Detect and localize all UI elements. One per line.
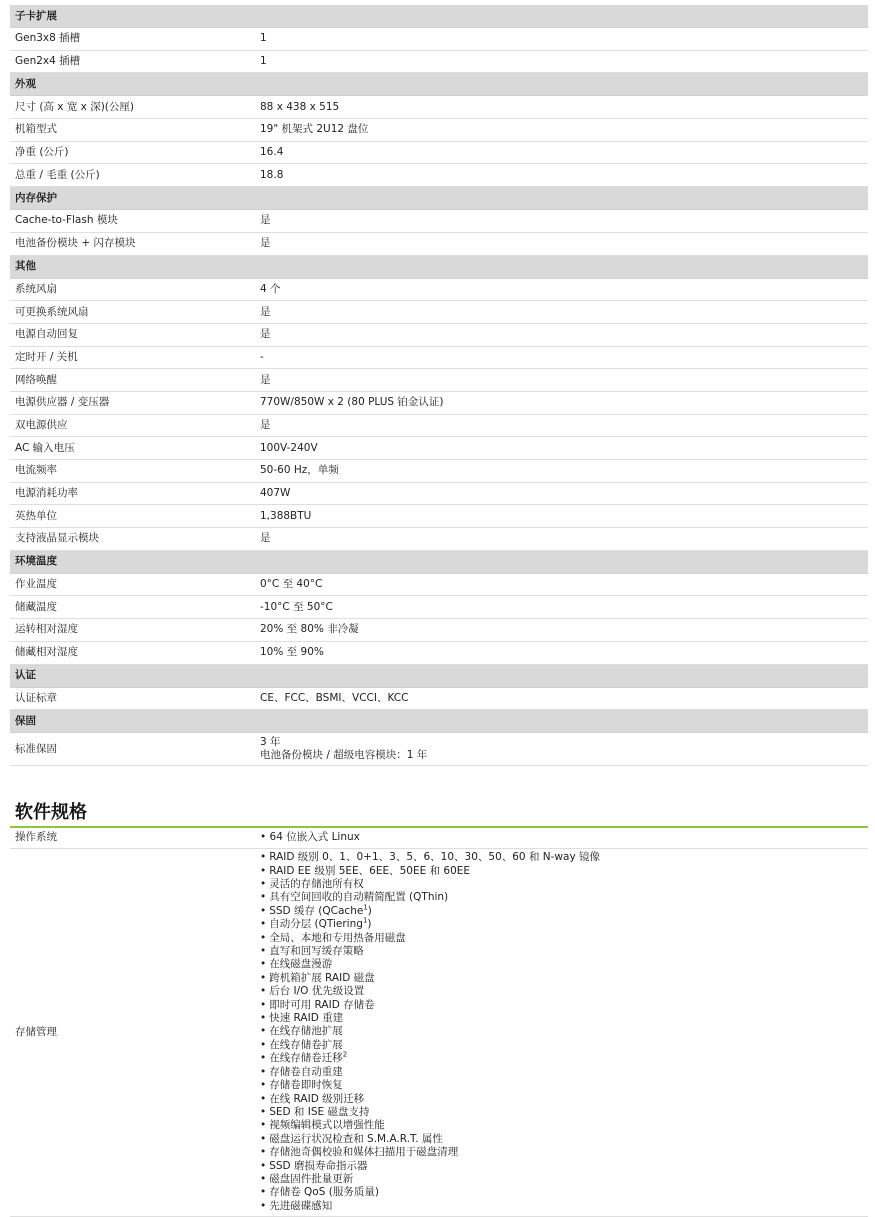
list-item-text: 后台 I/O 优先级设置 [269,985,365,998]
section-title: 外观 [10,73,255,96]
list-item-text: 磁盘固件批量更新 [269,1172,354,1185]
spec-label: 网络唤醒 [10,369,255,392]
software-spec-title: 软件规格 [15,802,87,824]
spec-value: 1,388BTU [255,505,868,528]
spec-value-line: 3 年 [260,736,281,749]
spec-row [10,278,868,301]
spec-row-storage [10,849,868,1217]
list-item [260,1200,868,1213]
spec-label: 电池备份模块 + 闪存模块 [10,232,255,255]
spec-label: 可更换系统风扇 [10,301,255,324]
spec-row [10,28,868,51]
spec-value: 是 [255,232,868,255]
spec-row [10,437,868,460]
spec-label: 定时开 / 关机 [10,346,255,369]
spec-value [255,733,868,766]
spec-row [10,619,868,642]
spec-value: 1 [255,50,868,73]
list-item [260,945,868,958]
spec-row [10,505,868,528]
spec-value: 是 [255,301,868,324]
spec-label: 电源消耗功率 [10,482,255,505]
list-item [260,1160,868,1173]
spec-value: • 64 位嵌入式 Linux [255,828,868,849]
spec-value: 20% 至 80% 非冷凝 [255,619,868,642]
spec-value: 是 [255,323,868,346]
list-item-text: SSD 磨损寿命指示器 [269,1159,368,1172]
list-item-text: RAID EE 级别 5EE、6EE、50EE 和 60EE [269,864,471,877]
spec-row [10,733,868,766]
footnote-mark: 1 [362,916,368,925]
spec-value: 50-60 Hz，单频 [255,460,868,483]
list-item-text: 存储卷自动重建 [269,1065,343,1078]
spec-value: 是 [255,369,868,392]
list-item [260,905,868,918]
spec-row [10,141,868,164]
spec-row [10,687,868,710]
section-header [10,5,868,28]
spec-label: 储藏相对湿度 [10,641,255,664]
list-item-text: 存储卷即时恢复 [269,1079,343,1092]
spec-value: 4 个 [255,278,868,301]
spec-label: 运转相对湿度 [10,619,255,642]
section-header [10,255,868,278]
spec-row [10,414,868,437]
list-item [260,851,868,864]
list-item-text: 快速 RAID 重建 [269,1012,344,1025]
list-item-text: 全局、本地和专用热备用磁盘 [269,931,406,944]
list-item [260,878,868,891]
spec-value: - [255,346,868,369]
section-title: 认证 [10,664,255,687]
list-item [260,1186,868,1199]
list-item-text: 自动分层 (QTiering [269,918,363,931]
list-item-text: 灵活的存储池所有权 [269,878,364,890]
list-item-text: 直写和回写缓存策略 [269,945,364,958]
spec-label: 电源供应器 / 变压器 [10,391,255,414]
section-header [10,710,868,733]
spec-value: 10% 至 90% [255,641,868,664]
spec-value: 407W [255,482,868,505]
spec-value: 是 [255,414,868,437]
list-item-text: SED 和 ISE 磁盘支持 [269,1105,370,1118]
spec-row [10,164,868,187]
spec-value: 16.4 [255,141,868,164]
list-item-text: 在线存储卷扩展 [269,1038,343,1051]
list-item [260,1066,868,1079]
spec-label: 存储管理 [10,849,255,1217]
spec-row [10,323,868,346]
list-item-text: RAID 级别 0、1、0+1、3、5、6、10、30、50、60 和 N-way 镜像 [269,851,601,864]
spec-value [255,849,868,1217]
spec-label: AC 输入电压 [10,437,255,460]
section-title: 子卡扩展 [10,5,255,28]
spec-row [10,50,868,73]
spec-row [10,210,868,233]
spec-label: 储藏温度 [10,596,255,619]
list-item-text: 在线 RAID 级别迁移 [269,1092,365,1105]
spec-value: 88 x 438 x 515 [255,96,868,119]
spec-label: 认证标章 [10,687,255,710]
list-item-tail: ) [367,904,372,917]
list-item [260,1173,868,1186]
list-item-text: 在线存储卷迁移 [269,1052,343,1065]
spec-label: 尺寸 (高 x 宽 x 深)(公厘) [10,96,255,119]
list-item-tail: ) [367,918,372,931]
spec-value: 770W/850W x 2 (80 PLUS 铂金认证) [255,391,868,414]
list-item [260,932,868,945]
list-item [260,958,868,971]
list-item-text: 磁盘运行状况检查和 S.M.A.R.T. 属性 [269,1132,443,1145]
spec-value: 1 [255,28,868,51]
spec-row [10,96,868,119]
spec-row [10,232,868,255]
software-spec-table [10,828,868,1217]
list-item-text: 存储池奇偶校验和媒体扫描用于磁盘清理 [269,1146,459,1159]
spec-row [10,460,868,483]
list-item-text: 存储卷 QoS (服务质量) [269,1186,379,1199]
list-item [260,865,868,878]
list-item [260,1012,868,1025]
spec-label: Gen2x4 插槽 [10,50,255,73]
list-item-text: 具有空间回收的自动精简配置 (QThin) [269,891,449,904]
spec-label: 双电源供应 [10,414,255,437]
spec-label: 系统风扇 [10,278,255,301]
list-item-text: 跨机箱扩展 RAID 磁盘 [269,971,375,984]
spec-label: 总重 / 毛重 (公斤) [10,164,255,187]
list-item [260,972,868,985]
spec-label: 操作系统 [10,828,255,849]
list-item-text: 先进磁碟感知 [269,1199,333,1212]
list-item [260,1052,868,1065]
list-item [260,985,868,998]
spec-label: 英热单位 [10,505,255,528]
spec-row-os [10,828,868,849]
list-item [260,918,868,931]
section-header [10,73,868,96]
section-title: 保固 [10,710,255,733]
spec-value-line: 电池备份模块 / 超级电容模块：1 年 [260,749,428,762]
spec-row [10,573,868,596]
list-item-text: 视频编辑模式以增强性能 [269,1119,385,1132]
list-item-text: 即时可用 RAID 存储卷 [269,998,375,1011]
spec-row [10,301,868,324]
spec-label: 电流频率 [10,460,255,483]
spec-label: Gen3x8 插槽 [10,28,255,51]
footnote-mark: 2 [342,1050,348,1059]
spec-row [10,391,868,414]
spec-label: Cache-to-Flash 模块 [10,210,255,233]
list-item [260,999,868,1012]
spec-label: 净重 (公斤) [10,141,255,164]
spec-value: 18.8 [255,164,868,187]
list-item [260,1106,868,1119]
section-header [10,550,868,573]
spec-row [10,641,868,664]
spec-value: 19" 机架式 2U12 盘位 [255,119,868,142]
section-header [10,664,868,687]
spec-row [10,528,868,551]
list-item [260,1093,868,1106]
list-item-text: 在线磁盘漫游 [269,958,333,971]
list-item [260,1133,868,1146]
footnote-mark: 1 [363,903,368,912]
list-item [260,1025,868,1038]
section-title: 内存保护 [10,187,255,210]
spec-value: CE、FCC、BSMI、VCCI、KCC [255,687,868,710]
list-item [260,1079,868,1092]
spec-label: 支持液晶显示模块 [10,528,255,551]
list-item-text: SSD 缓存 (QCache [269,904,364,917]
spec-value: 是 [255,210,868,233]
spec-label: 电源自动回复 [10,323,255,346]
spec-value: -10°C 至 50°C [255,596,868,619]
spec-value: 是 [255,528,868,551]
spec-value: 100V-240V [255,437,868,460]
section-title: 环境温度 [10,550,255,573]
spec-row [10,482,868,505]
section-title: 其他 [10,255,255,278]
section-header [10,187,868,210]
list-item-text: 在线存储池扩展 [269,1025,343,1038]
spec-label: 作业温度 [10,573,255,596]
storage-feature-list [260,849,868,1216]
spec-label: 机箱型式 [10,119,255,142]
hardware-spec-body [10,5,868,766]
list-item [260,1146,868,1159]
list-item [260,1119,868,1132]
hardware-spec-table [10,5,868,766]
spec-row [10,346,868,369]
spec-row [10,596,868,619]
list-item [260,1039,868,1052]
list-item [260,891,868,904]
spec-label: 标准保固 [10,733,255,766]
spec-row [10,119,868,142]
spec-row [10,369,868,392]
spec-value: 0°C 至 40°C [255,573,868,596]
